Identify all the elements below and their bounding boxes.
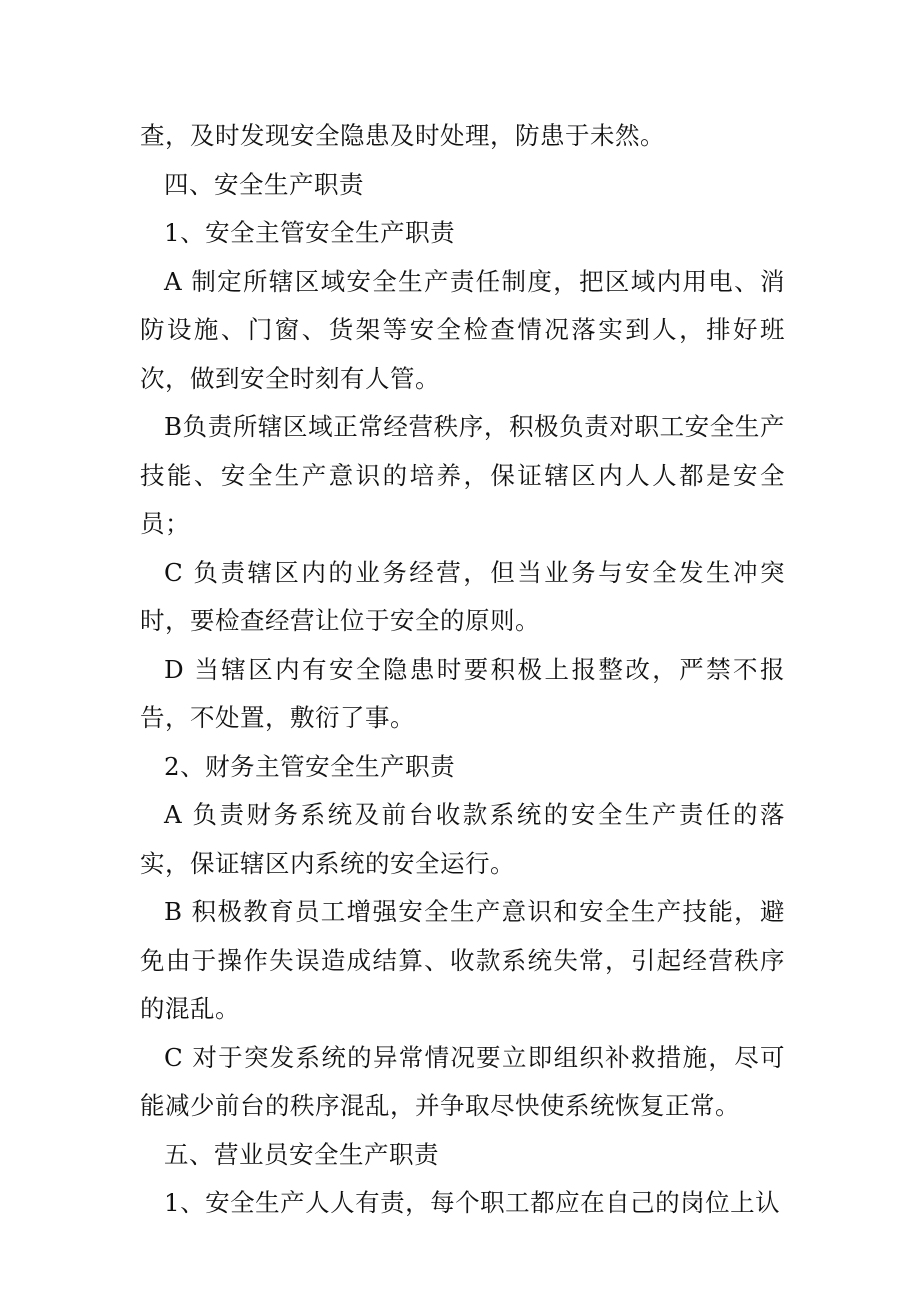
paragraph-supervisor-b: B负责所辖区域正常经营秩序，积极负责对职工安全生产技能、安全生产意识的培养，保证辖区内人人都是安全员； [140,412,785,538]
subheading-safety-supervisor: 1、安全主管安全生产职责 [164,218,456,247]
paragraph-supervisor-c: C 负责辖区内的业务经营，但当业务与安全发生冲突时，要检查经营让位于安全的原则。 [140,557,785,635]
paragraph-supervisor-d: D 当辖区内有安全隐患时要积极上报整改，严禁不报告，不处置，敷衍了事。 [140,654,785,732]
paragraph-supervisor-a: A 制定所辖区域安全生产责任制度，把区域内用电、消防设施、门窗、货架等安全检查情况落实到人，排好班次，做到安全时刻有人管。 [140,266,785,393]
section-heading-4: 四、安全生产职责 [164,169,364,199]
paragraph-finance-c: C 对于突发系统的异常情况要立即组织补救措施，尽可能减少前台的秩序混乱，并争取尽快使系统恢复正常。 [140,1042,785,1120]
paragraph-clerk-1: 1、安全生产人人有责，每个职工都应在自己的岗位上认 [164,1188,781,1217]
paragraph-finance-a: A 负责财务系统及前台收款系统的安全生产责任的落实，保证辖区内系统的安全运行。 [140,800,785,878]
section-heading-5: 五、营业员安全生产职责 [164,1139,439,1169]
document-body [140,112,785,1228]
subheading-finance-supervisor: 2、财务主管安全生产职责 [164,751,456,781]
paragraph-finance-b: B 积极教育员工增强安全生产意识和安全生产技能，避免由于操作失误造成结算、收款系统失常，引起经营秩序的混乱。 [140,897,785,1023]
paragraph-1: 查，及时发现安全隐患及时处理，防患于未然。 [140,121,665,150]
